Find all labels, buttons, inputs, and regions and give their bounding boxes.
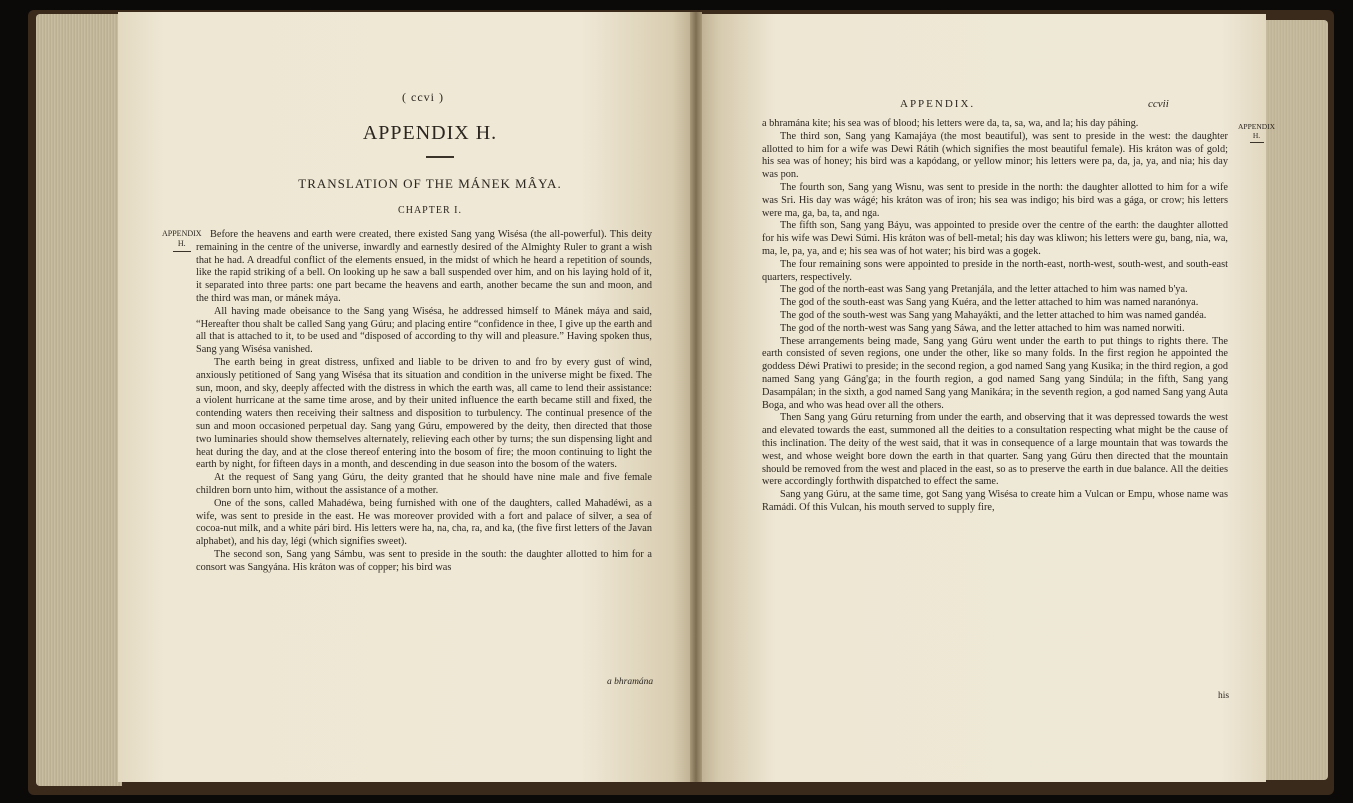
paragraph: Then Sang yang Gúru returning from under the earth, and observing that it was depressed towards the west and elevated towards the east, summoned all the deities to a consultation respecting what might be the cause of this inclination. The deity of the west said, that it was in consequence of a large mountain that was towards the west, and whose weight bore down the earth in that quarter. Sang yang Gúru then directed that the mountain should be removed from the west and placed in the east, so as to preserve the earth in due balance. All the deities were accordingly forthwith dispatched to effect the same. [762, 412, 1228, 488]
paragraph: The four remaining sons were appointed to preside in the north-east, north-west, south-west, and south-east quarters, respectively. [762, 258, 1228, 283]
right-margin-note [1238, 122, 1275, 143]
paragraph: All having made obeisance to the Sang yang Wisésa, he addressed himself to Mánek máya and said, “Hereafter thou shalt be called Sang yang Gúru; and placing entire “confidence in thee, I give up the earth and all that is attached to it, to be used and “disposed of according to thy will and pleasure.” Having spoken thus, Sang yang Wisésa vanished. [196, 305, 652, 356]
paragraph: The god of the south-west was Sang yang Mahayákti, and the letter attached to him was named gandéa. [780, 309, 1207, 321]
paragraph: a bhramána kite; his sea was of blood; his letters were da, ta, sa, wa, and la; his day páhing. [762, 118, 1139, 129]
right-page-body [762, 118, 1228, 515]
chapter-heading: CHAPTER I. [398, 205, 462, 216]
paragraph: One of the sons, called Mahadéwa, being furnished with one of the daughters, called Mahadéwi, as a wife, was sent to preside in the east. He was moreover provided with a fort and palace of silver, a sea of cocoa-nut milk, and a white pári bird. His letters were ha, na, cha, ra, and ka, (the five first letters of the Javan alphabet), and his day, légi (which signifies sweet). [196, 497, 652, 548]
margin-note-line: APPENDIX [1238, 122, 1276, 131]
page-title: APPENDIX H. [362, 122, 498, 144]
paragraph: The god of the north-east was Sang yang Pretanjála, and the letter attached to him was named b'ya. [780, 284, 1188, 296]
book-gutter [690, 12, 702, 782]
margin-note-line: APPENDIX [162, 229, 202, 238]
paragraph: These arrangements being made, Sang yang Gúru went under the earth to put things to rights there. The earth consisted of seven regions, one under the other, like so many folds. In the first region he appointed the goddess Déwi Pratiwi to preside; in the second region, a god named Sang yang Kusika; in the third region, a god named Sang yang Gáng'ga; in the fourth region, a god named Sang yang Sindúla; in the fifth, Sang yang Dasampálan; in the sixth, a god named Sang yang Manikára; in the seventh region, a god named Sang yang Auta Boga, and who was head over all the others. [762, 335, 1228, 411]
paragraph: The god of the south-east was Sang yang Kuéra, and the letter attached to him was named naranónya. [780, 297, 1199, 309]
paragraph: The god of the north-west was Sang yang Sáwa, and the letter attached to him was named norwiti. [780, 322, 1185, 334]
right-page-number: ccvii [1148, 98, 1169, 110]
left-page-header: ( ccvi ) [402, 90, 444, 104]
left-catchword: a bhramána [607, 677, 654, 687]
left-page-edges [36, 14, 122, 786]
margin-note-rule [173, 251, 191, 252]
margin-note-rule [1250, 142, 1264, 143]
paragraph: The fifth son, Sang yang Báyu, was appointed to preside over the centre of the earth: the daughter allotted for his wife was Dewi Súmi. His kráton was of bell-metal; his day was kliwon; his letters were gu, bang, nia, wa, ma, le, pa, ya, and e; his sea was of hot water; his bird was a gogek. [762, 220, 1228, 257]
right-page-header: APPENDIX. [900, 98, 976, 110]
margin-note-line: H. [1252, 131, 1261, 140]
page-subtitle: TRANSLATION OF THE MÁNEK MÂYA. [298, 176, 562, 191]
paragraph: Before the heavens and earth were created, there existed Sang yang Wisésa (the all-powerful). This deity remaining in the centre of the universe, inwardly and earnestly desired of the Almighty Ruler to grant a wish that he had. A dreadful conflict of the elements ensued, in the midst of which he heard a repetition of sounds, like the rapid striking of a bell. On looking up he saw a ball suspended over him, and on his laying hold of it, it separated into three parts: one part became the heavens and earth, another became the sun and moon, and the third was man, or mánek máya. [196, 229, 652, 304]
right-catchword: his [1218, 691, 1230, 701]
paragraph: At the request of Sang yang Gúru, the deity granted that he should have nine male and five female children born unto him, without the assistance of a mother. [196, 472, 652, 496]
paragraph: The second son, Sang yang Sámbu, was sent to preside in the south: the daughter allotted to him for a consort was Sangyána. His kráton was of copper; his bird was [196, 548, 652, 573]
title-rule [426, 156, 454, 158]
margin-note-line: H. [177, 239, 186, 248]
paragraph: The earth being in great distress, unfixed and liable to be driven to and fro by every gust of wind, anxiously petitioned of Sang yang Wisésa that its situation and condition in the universe might be fixed. The sun, moon, and sky, deeply affected with the distress in which the earth was, all came to lend their assistance: a violent hurricane at the same time arose, and by their united influence the earth became still and fixed, the contending waters then receiving their saltness and disposition to turbulency. The continual presence of the sun and moon occasioned perpetual day. Sang yang Gúru, empowered by the deity, then directed that those two luminaries should show themselves alternately, relieving each other by turns; the sun dispensing light and heat during the day, and at the close thereof entering into the bosom of fire; the moon continuing to light the earth by night, for fifteen days in a month, and descending in due season into the bosom of the waters. [196, 356, 652, 471]
left-page-body [196, 229, 652, 575]
paragraph: The third son, Sang yang Kamajáya (the most beautiful), was sent to preside in the west: the daughter allotted to him for a wife was Dewi Rátih (which signifies the most beautiful female). His kráton was of gold; his sea was of honey; his bird was a kapódang, or yellow minor; his letters were pa, da, ja, ya, and nia; his day was pon. [762, 130, 1228, 181]
paragraph: Sang yang Gúru, at the same time, got Sang yang Wisésa to create him a Vulcan or Empu, whose name was Ramádi. Of this Vulcan, his mouth served to supply fire, [762, 489, 1228, 513]
paragraph: The fourth son, Sang yang Wisnu, was sent to preside in the north: the daughter allotted to him for a wife was Sri. His day was wágé; his kráton was of iron; his sea was indigo; his bird was a gága, or crow; his letters were ma, ga, ba, ta, and nga. [762, 181, 1228, 219]
